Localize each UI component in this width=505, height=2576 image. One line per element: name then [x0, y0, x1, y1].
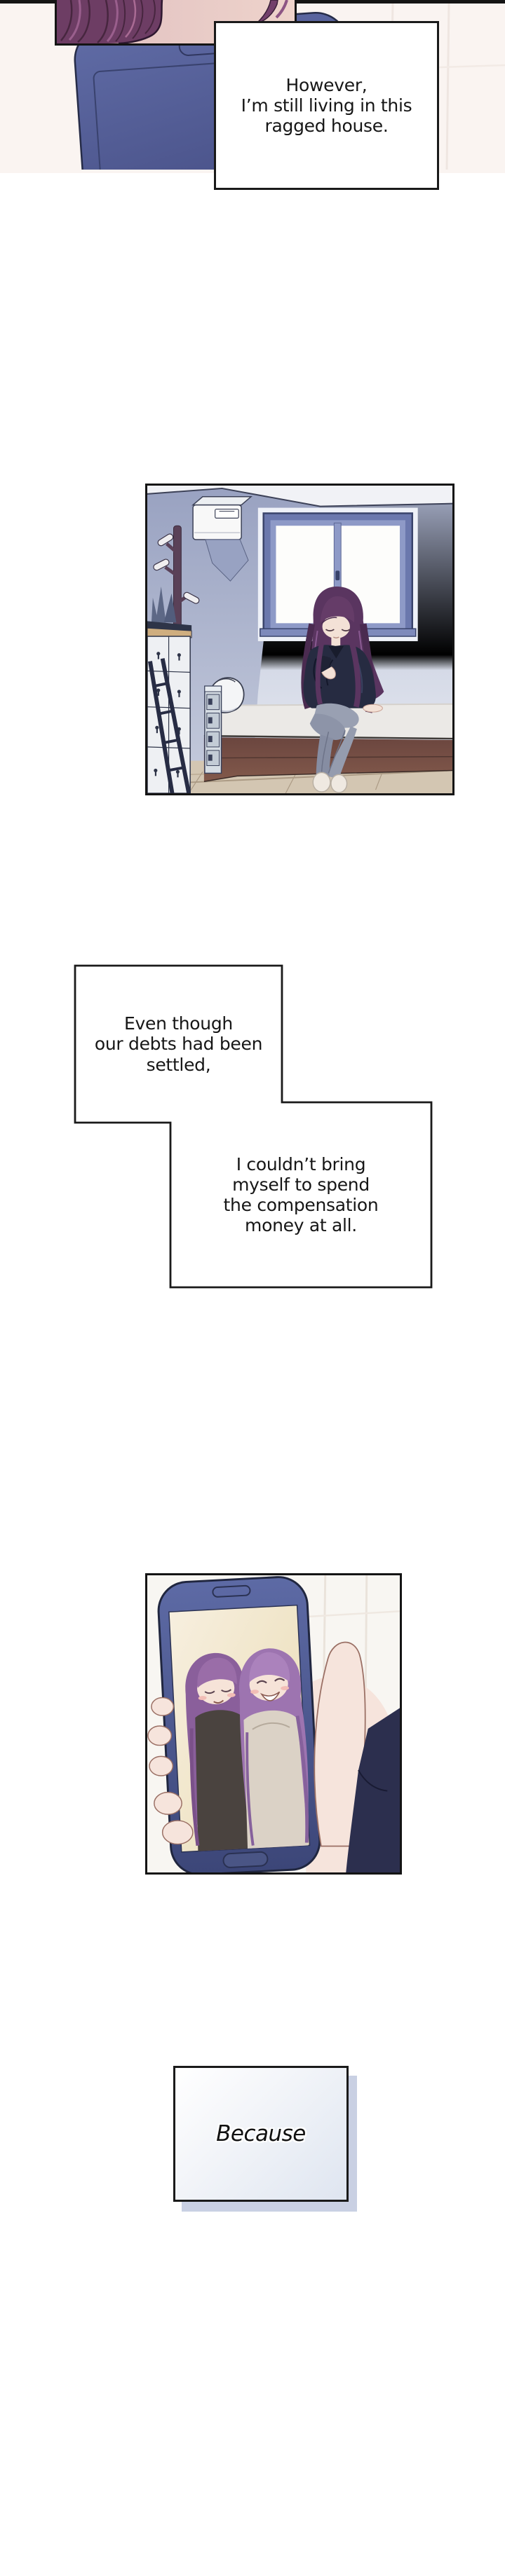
speech-box-couldnt-bring	[170, 1102, 431, 1287]
speech-box-even-though	[75, 966, 282, 1123]
speech-box-however	[214, 21, 439, 190]
phone-photo-panel	[145, 1573, 402, 1875]
speech-line: our debts had been	[94, 1034, 263, 1055]
speech-line: settled,	[146, 1054, 211, 1075]
room-illustration	[147, 486, 452, 793]
speech-line: I couldn’t bring	[236, 1153, 366, 1174]
speech-text	[241, 75, 412, 137]
speech-line: I’m still living in this	[241, 95, 412, 116]
speech-text	[95, 1013, 262, 1075]
speech-line: money at all.	[245, 1215, 357, 1236]
speech-line: However,	[285, 74, 368, 95]
room-panel	[145, 484, 454, 795]
speech-line: the compensation	[223, 1195, 379, 1215]
speech-line: Even though	[124, 1013, 233, 1034]
speech-box-because	[173, 2066, 349, 2202]
speech-line: Because	[216, 2121, 306, 2146]
speech-line: ragged house.	[264, 116, 389, 137]
phone-photo-illustration	[147, 1575, 400, 1872]
speech-line: myself to spend	[232, 1174, 370, 1195]
speech-text	[224, 1154, 379, 1236]
